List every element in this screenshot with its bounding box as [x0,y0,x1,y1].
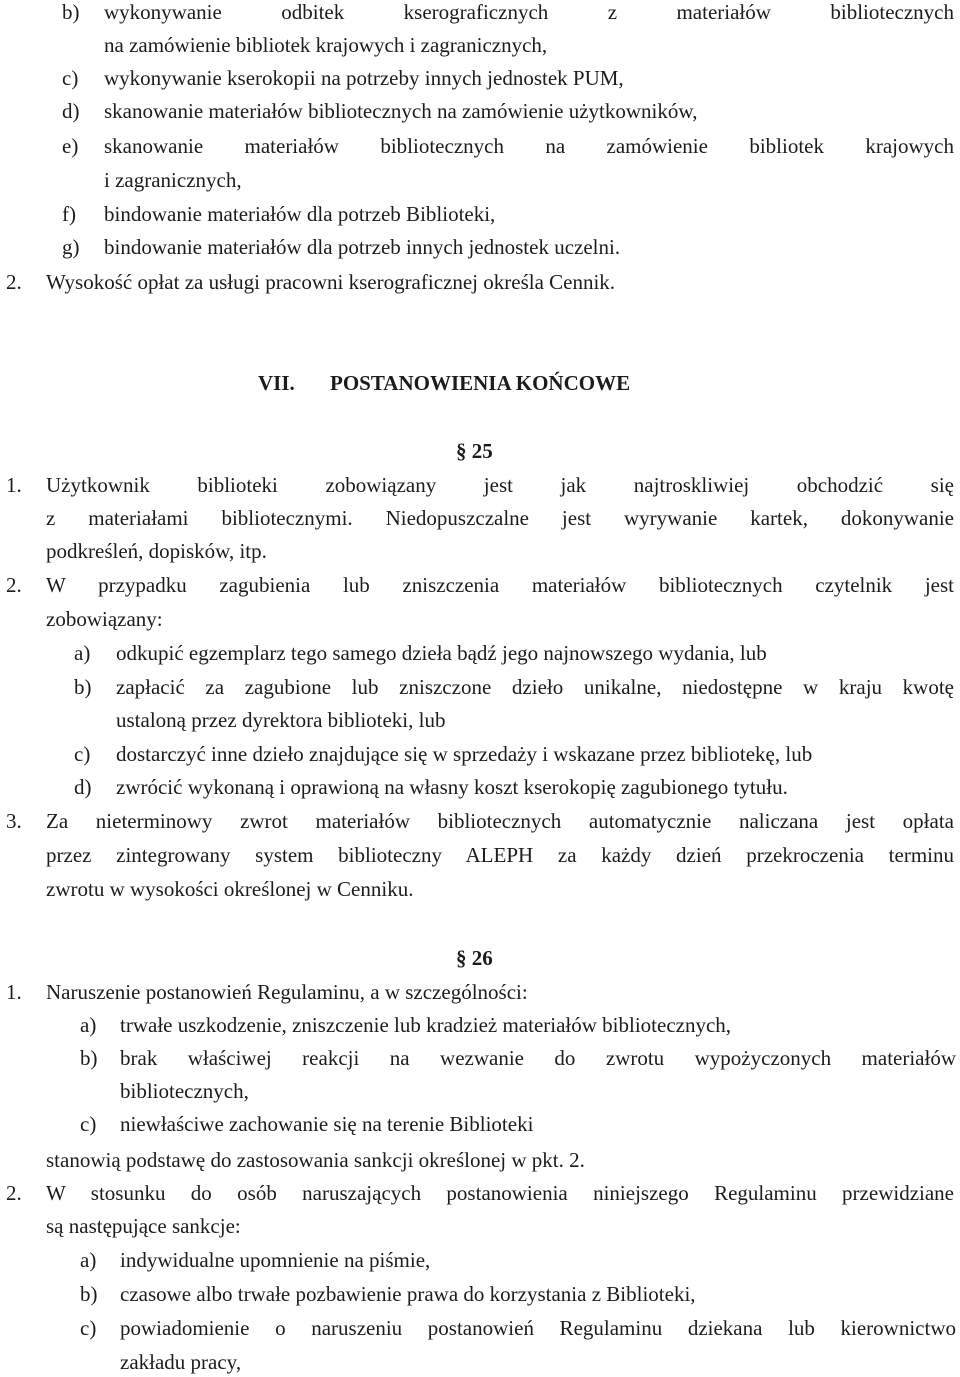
list-marker: a) [80,1013,97,1037]
text-line: podkreśleń, dopisków, itp. [46,539,267,563]
text-line: trwałe uszkodzenie, zniszczenie lub kradzież materiałów bibliotecznych, [120,1013,732,1037]
list-marker: 2. [6,573,22,597]
list-marker: 3. [6,809,22,833]
list-marker: 2. [6,1181,22,1205]
text-line: Użytkownik biblioteki zobowiązany jest jak najtroskliwiej obchodzić się [46,473,954,497]
list-marker: g) [62,235,80,259]
text-line: Wysokość opłat za usługi pracowni kserograficznej określa Cennik. [46,270,616,294]
list-marker: a) [80,1248,97,1272]
list-marker: e) [62,134,79,158]
text-line: stanowią podstawę do zastosowania sankcji określonej w pkt. 2. [46,1148,585,1172]
text-line: na zamówienie bibliotek krajowych i zagranicznych, [104,33,548,57]
text-line: dostarczyć inne dzieło znajdujące się w sprzedaży i wskazane przez bibliotekę, lub [116,742,813,766]
text-line: niewłaściwe zachowanie się na terenie Biblioteki [120,1112,534,1136]
text-line: zwrócić wykonaną i oprawioną na własny koszt kserokopię zagubionego tytułu. [116,775,788,799]
list-marker: c) [80,1112,97,1136]
text-line: bindowanie materiałów dla potrzeb Biblioteki, [104,202,496,226]
text-line: czasowe albo trwałe pozbawienie prawa do korzystania z Biblioteki, [120,1282,696,1306]
text-line: są następujące sankcje: [46,1214,241,1238]
list-marker: 2. [6,270,22,294]
text-line: zapłacić za zagubione lub zniszczone dzieło unikalne, niedostępne w kraju kwotę [116,675,954,699]
list-marker: b) [80,1046,98,1070]
text-line: powiadomienie o naruszeniu postanowień Regulaminu dziekana lub kierownictwo [120,1316,956,1340]
text-line: skanowanie materiałów bibliotecznych na zamówienie bibliotek krajowych [104,134,954,158]
list-marker: d) [74,775,92,799]
list-marker: f) [62,202,76,226]
paragraph-number: § 25 [456,439,493,463]
list-marker: c) [74,742,91,766]
text-line: brak właściwej reakcji na wezwanie do zwrotu wypożyczonych materiałów [120,1046,956,1070]
text-line: ustaloną przez dyrektora biblioteki, lub [116,708,446,732]
list-marker: b) [62,0,80,24]
list-marker: d) [62,99,80,123]
list-marker: b) [74,675,92,699]
list-marker: a) [74,641,91,665]
text-line: W stosunku do osób naruszających postanowienia niniejszego Regulaminu przewidziane [46,1181,954,1205]
text-line: zobowiązany: [46,607,163,631]
text-line: zakładu pracy, [120,1350,242,1374]
list-marker: b) [80,1282,98,1306]
text-line: skanowanie materiałów bibliotecznych na zamówienie użytkowników, [104,99,698,123]
list-marker: 1. [6,980,22,1004]
text-line: odkupić egzemplarz tego samego dzieła bądź jego najnowszego wydania, lub [116,641,767,665]
chapter-number: VII. [258,371,295,395]
text-line: wykonywanie kserokopii na potrzeby innych jednostek PUM, [104,66,624,90]
text-line: i zagranicznych, [104,168,242,192]
text-line: bibliotecznych, [120,1079,249,1103]
list-marker: c) [80,1316,97,1340]
text-line: z materiałami bibliotecznymi. Niedopuszczalne jest wyrywanie kartek, dokonywanie [46,506,954,530]
list-marker: c) [62,66,79,90]
text-line: bindowanie materiałów dla potrzeb innych jednostek uczelni. [104,235,621,259]
paragraph-number: § 26 [456,946,493,970]
section-heading: POSTANOWIENIA KOŃCOWE [330,371,631,395]
text-line: W przypadku zagubienia lub zniszczenia materiałów bibliotecznych czytelnik jest [46,573,954,597]
text-line: Naruszenie postanowień Regulaminu, a w szczególności: [46,980,528,1004]
text-line: wykonywanie odbitek kserograficznych z materiałów bibliotecznych [104,0,954,24]
text-line: zwrotu w wysokości określonej w Cenniku. [46,877,414,901]
text-line: Za nieterminowy zwrot materiałów bibliotecznych automatycznie naliczana jest opłata [46,809,954,833]
text-line: indywidualne upomnienie na piśmie, [120,1248,431,1272]
text-line: przez zintegrowany system biblioteczny ALEPH za każdy dzień przekroczenia terminu [46,843,954,867]
list-marker: 1. [6,473,22,497]
